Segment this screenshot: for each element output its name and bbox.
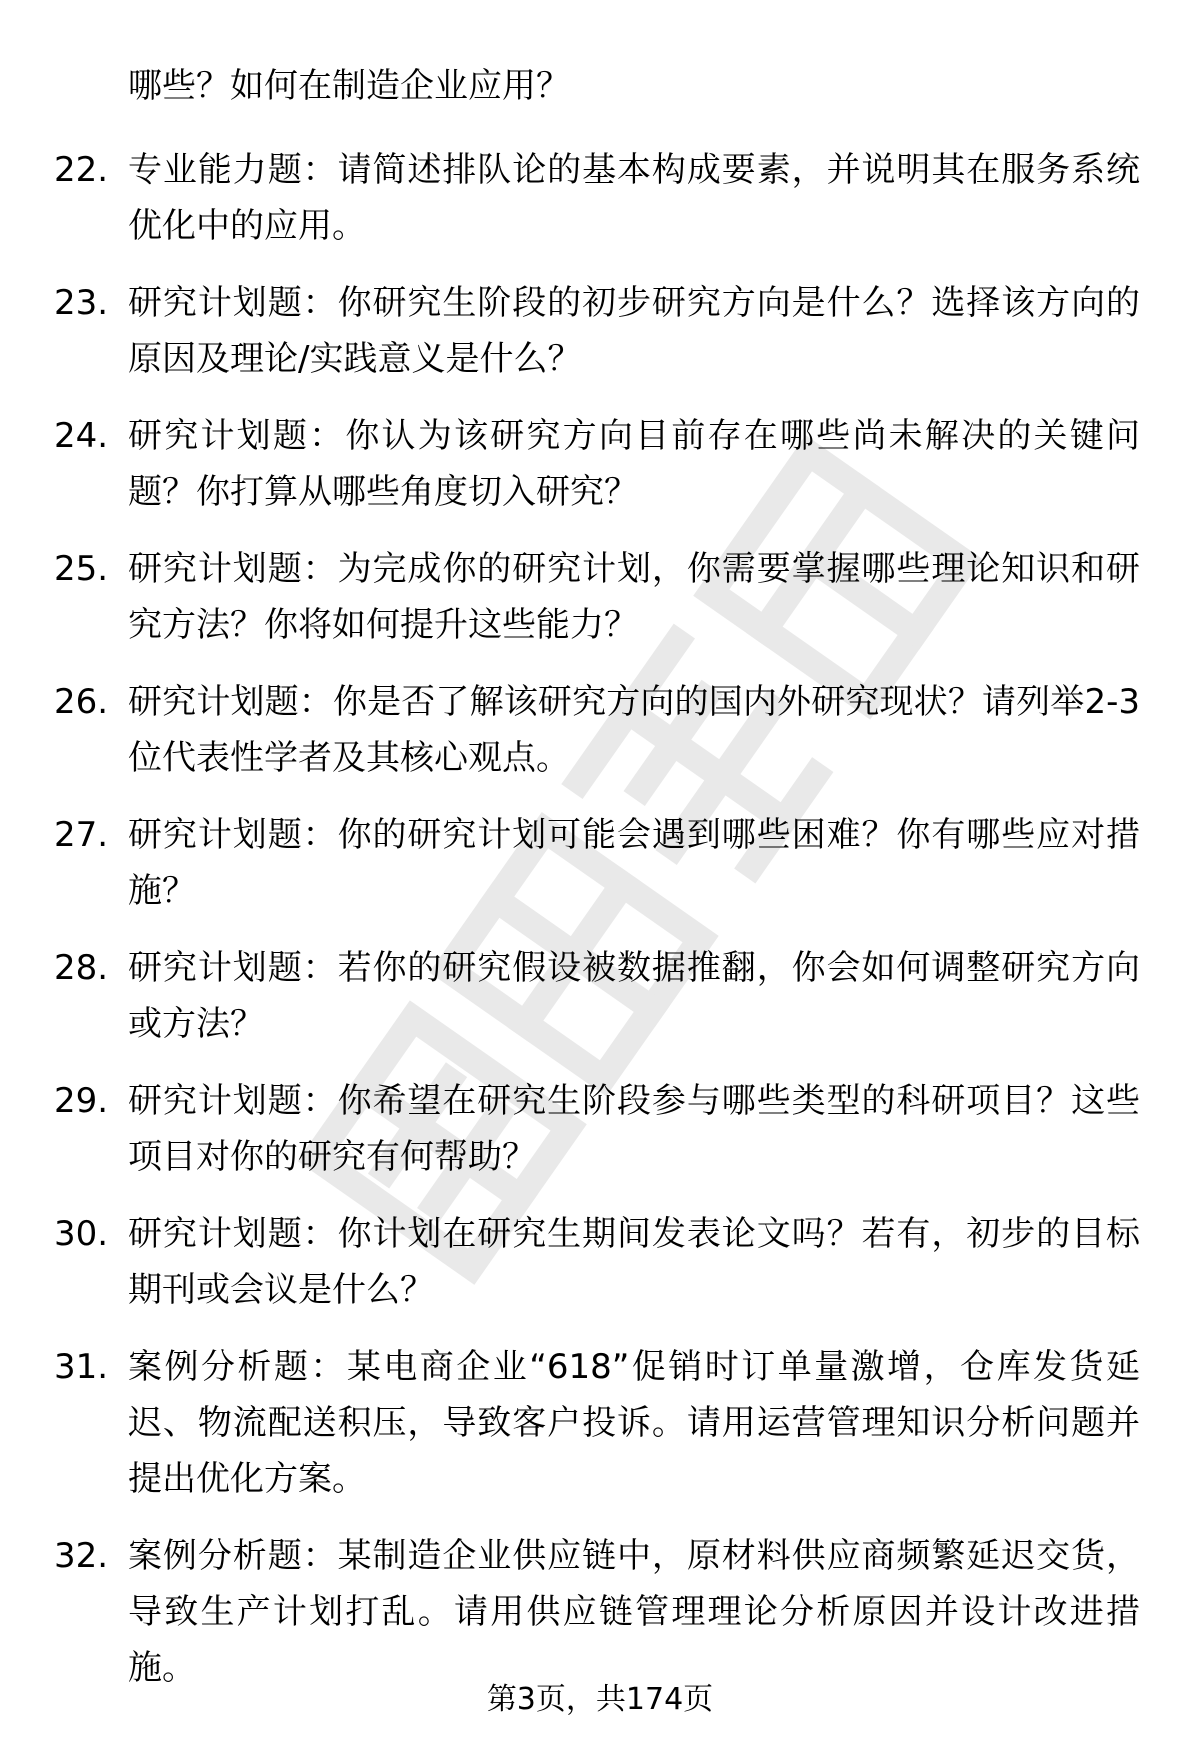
question-text: 研究计划题：你研究生阶段的初步研究方向是什么？选择该方向的原因及理论/实践意义是什么？ [128,283,1140,379]
question-number: 29. [54,1081,109,1121]
question-text: 研究计划题：你认为该研究方向目前存在哪些尚未解决的关键问题？你打算从哪些角度切入研究？ [128,416,1140,512]
list-item [0,1206,1200,1318]
question-number: 31. [54,1347,109,1387]
question-text: 研究计划题：若你的研究假设被数据推翻，你会如何调整研究方向或方法？ [128,948,1140,1044]
question-number: 24. [54,416,109,456]
question-number: 27. [54,815,109,855]
question-text: 研究计划题：你希望在研究生阶段参与哪些类型的科研项目？这些项目对你的研究有何帮助？ [128,1081,1140,1177]
question-number: 28. [54,948,109,988]
question-number: 26. [54,682,109,722]
question-text: 专业能力题：请简述排队论的基本构成要素，并说明其在服务系统优化中的应用。 [128,150,1140,246]
list-item [0,940,1200,1052]
list-item [0,807,1200,919]
list-item [0,275,1200,387]
previous-question-continuation: 哪些？如何在制造企业应用？ [128,66,570,106]
page-footer: 第3页，共174页 [486,1682,714,1717]
question-text: 研究计划题：为完成你的研究计划，你需要掌握哪些理论知识和研究方法？你将如何提升这些能力？ [128,549,1140,645]
list-item [0,1339,1200,1507]
list-item [0,142,1200,254]
question-text: 研究计划题：你的研究计划可能会遇到哪些困难？你有哪些应对措施？ [128,815,1140,911]
question-number: 23. [54,283,109,323]
question-text: 案例分析题：某电商企业“618”促销时订单量激增，仓库发货延迟、物流配送积压，导致客户投诉。请用运营管理知识分析问题并提出优化方案。 [128,1347,1140,1499]
list-item [0,541,1200,653]
question-number: 30. [54,1214,109,1254]
question-text: 研究计划题：你是否了解该研究方向的国内外研究现状？请列举2-3位代表性学者及其核心观点。 [128,682,1140,778]
question-number: 32. [54,1536,109,1576]
list-item [0,1528,1200,1696]
question-number: 22. [54,150,109,190]
question-text: 案例分析题：某制造企业供应链中，原材料供应商频繁延迟交货，导致生产计划打乱。请用供应链管理理论分析原因并设计改进措施。 [128,1536,1140,1688]
question-text: 研究计划题：你计划在研究生期间发表论文吗？若有，初步的目标期刊或会议是什么？ [128,1214,1140,1310]
question-list [0,142,1200,1717]
list-item [0,1073,1200,1185]
question-number: 25. [54,549,109,589]
list-item [0,674,1200,786]
list-item [0,408,1200,520]
